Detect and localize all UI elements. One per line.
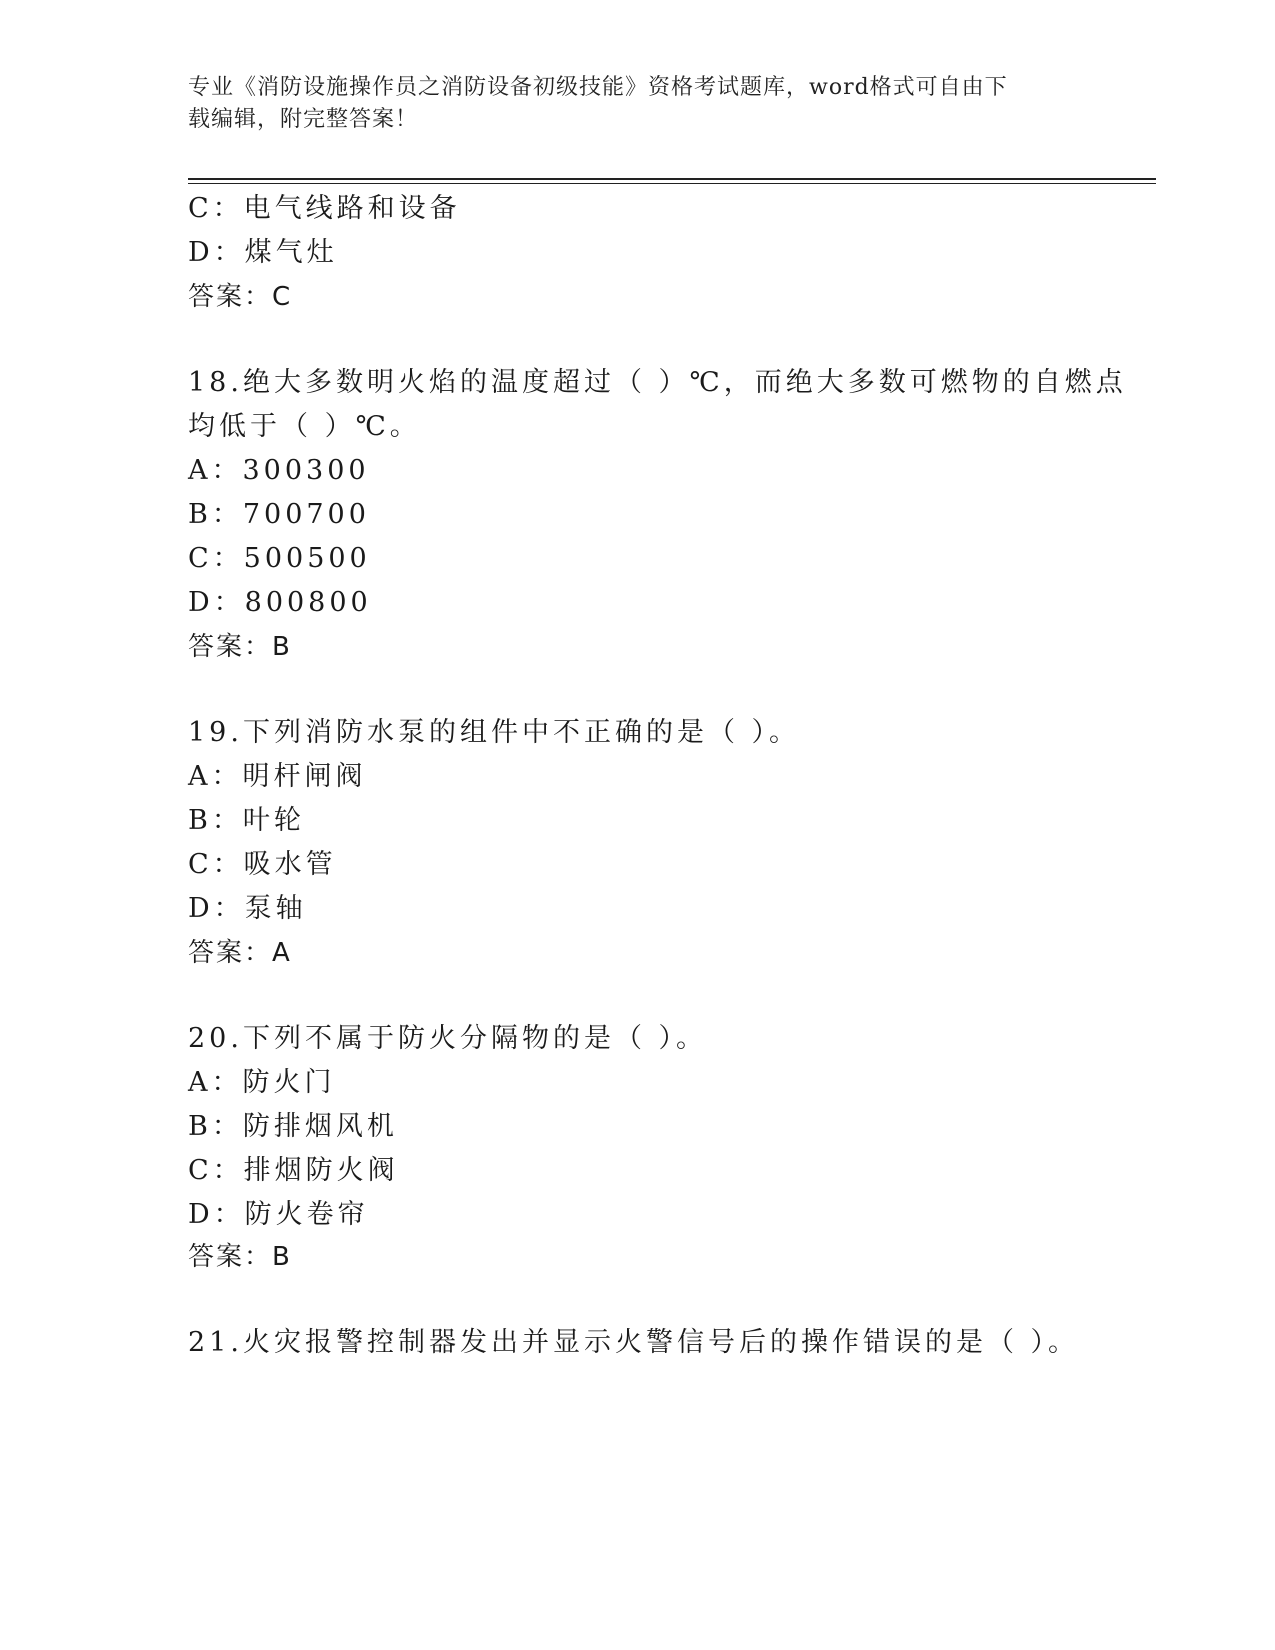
q18-option-d: D：800800 [188, 587, 372, 618]
q18-option-c: C：500500 [188, 543, 371, 574]
prev-option-d: D：煤气灶 [188, 237, 338, 268]
q20-option-d: D：防火卷帘 [188, 1199, 369, 1230]
prev-answer: 答案：C [188, 282, 293, 312]
q19-answer: 答案：A [188, 938, 292, 968]
q21-stem: 21.火灾报警控制器发出并显示火警信号后的操作错误的是（ ）。 [188, 1327, 1080, 1358]
header-line-2: 载编辑，附完整答案！ [188, 107, 419, 132]
prev-option-c: C：电气线路和设备 [188, 193, 461, 224]
q19-option-c: C：吸水管 [188, 849, 337, 880]
q20-option-c: C：排烟防火阀 [188, 1155, 399, 1186]
q19-option-b: B：叶轮 [188, 805, 305, 836]
q18-stem-line-2: 均低于（ ）℃。 [188, 411, 421, 442]
q19-stem: 19.下列消防水泵的组件中不正确的是（ ）。 [188, 717, 801, 748]
q20-answer: 答案：B [188, 1242, 292, 1272]
q18-stem-line-1: 18.绝大多数明火焰的温度超过（ ）℃，而绝大多数可燃物的自燃点 [188, 367, 1127, 398]
q18-option-b: B：700700 [188, 499, 370, 530]
q18-answer: 答案：B [188, 632, 292, 662]
header-divider-thin [188, 183, 1156, 184]
q18-option-a: A：300300 [188, 455, 370, 486]
q20-option-a: A：防火门 [188, 1067, 336, 1098]
q20-option-b: B：防排烟风机 [188, 1111, 398, 1142]
document-header [188, 72, 1068, 136]
q19-option-d: D：泵轴 [188, 893, 307, 924]
q19-option-a: A：明杆闸阀 [188, 761, 367, 792]
header-divider-thick [188, 178, 1156, 180]
header-line-1: 专业《消防设施操作员之消防设备初级技能》资格考试题库，word格式可自由下 [188, 75, 1008, 100]
q20-stem: 20.下列不属于防火分隔物的是（ ）。 [188, 1023, 708, 1054]
